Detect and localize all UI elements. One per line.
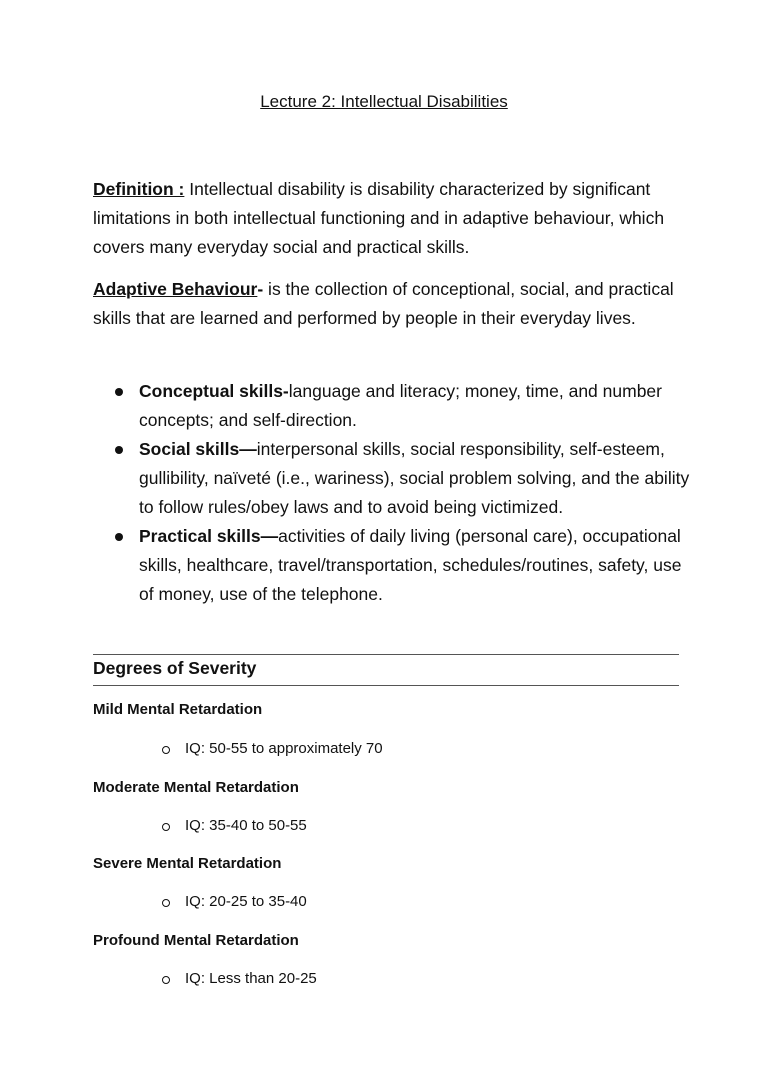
bullet-icon <box>115 446 123 454</box>
skill-text: activities of daily living (personal care), occupational skills, healthcare, travel/transportation, schedules/routines, safety, use of money, use of the telephone. <box>139 526 682 604</box>
severity-level-mild: Mild Mental Retardation <box>93 701 263 718</box>
skill-name: Conceptual skills- <box>139 381 289 401</box>
section-rule-top <box>93 654 679 655</box>
adaptive-behaviour-text: is the collection of conceptional, social, and practical skills that are learned and performed by people in their everyday lives. <box>93 279 674 328</box>
section-rule-bottom <box>93 685 679 686</box>
skill-name: Social skills— <box>139 439 257 459</box>
severity-heading: Degrees of Severity <box>93 658 257 678</box>
iq-range: IQ: 20-25 to 35-40 <box>185 893 307 910</box>
severity-iq-severe <box>185 893 307 910</box>
severity-level-moderate: Moderate Mental Retardation <box>93 779 299 796</box>
page-title: Lecture 2: Intellectual Disabilities <box>260 92 508 111</box>
sub-bullet-icon <box>162 746 170 754</box>
sub-bullet-icon <box>162 976 170 984</box>
severity-level-severe: Severe Mental Retardation <box>93 855 282 872</box>
adaptive-behaviour-paragraph <box>93 275 683 333</box>
iq-range: IQ: Less than 20-25 <box>185 970 317 987</box>
bullet-icon <box>115 533 123 541</box>
skill-item-social <box>113 435 693 522</box>
bullet-icon <box>115 388 123 396</box>
iq-range: IQ: 35-40 to 50-55 <box>185 817 307 834</box>
sub-bullet-icon <box>162 899 170 907</box>
severity-level-profound: Profound Mental Retardation <box>93 932 299 949</box>
skill-text: interpersonal skills, social responsibility, self-esteem, gullibility, naïveté (i.e., wariness), social problem solving, and the ability to follow rules/obey laws and to avoid being victimized. <box>139 439 690 517</box>
skill-item-practical <box>113 522 693 609</box>
skills-list <box>113 377 693 609</box>
severity-iq-profound <box>185 970 317 987</box>
definition-term: Definition : <box>93 179 185 199</box>
severity-iq-moderate <box>185 817 307 834</box>
iq-range: IQ: 50-55 to approximately 70 <box>185 740 383 757</box>
skill-item-conceptual <box>113 377 693 435</box>
adaptive-behaviour-term: Adaptive Behaviour <box>93 279 258 299</box>
definition-text: Intellectual disability is disability characterized by significant limitations in both intellectual functioning and in adaptive behaviour, which covers many everyday social and practical skills. <box>93 179 665 257</box>
sub-bullet-icon <box>162 823 170 831</box>
definition-paragraph <box>93 175 683 262</box>
skill-text: language and literacy; money, time, and number concepts; and self-direction. <box>139 381 662 430</box>
skill-name: Practical skills— <box>139 526 279 546</box>
adaptive-behaviour-dash: - <box>257 279 264 299</box>
severity-iq-mild <box>185 740 383 757</box>
